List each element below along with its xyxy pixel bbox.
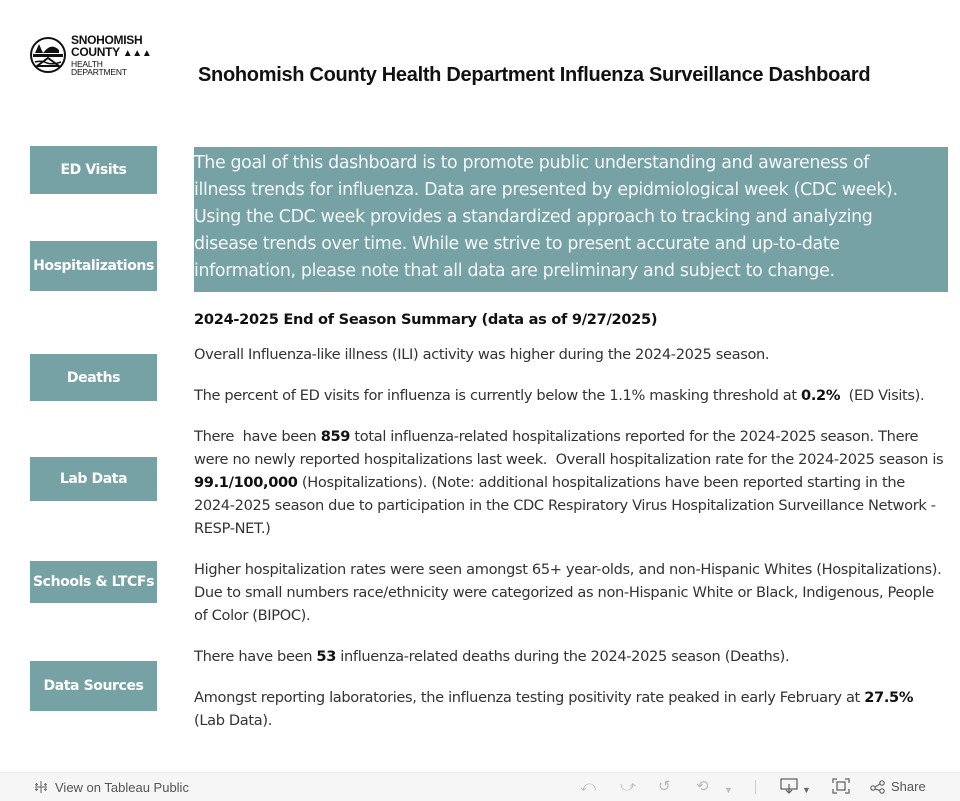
nav-button-hospitalizations[interactable]: Hospitalizations: [30, 241, 157, 291]
page-title: Snohomish County Health Department Influenza Surveillance Dashboard: [198, 64, 871, 86]
season-summary: [194, 309, 950, 732]
summary-ili: Overall Influenza-like illness (ILI) activity was higher during the 2024-2025 season.: [194, 346, 770, 363]
tableau-icon: [33, 779, 49, 795]
nav-button-lab-data[interactable]: Lab Data: [30, 457, 157, 501]
refresh-icon[interactable]: ⟲: [696, 778, 709, 795]
logo-county-text: COUNTY: [71, 44, 120, 59]
view-on-tableau-link[interactable]: [33, 779, 189, 795]
download-icon[interactable]: [780, 778, 798, 799]
share-icon: [870, 780, 886, 794]
logo-line-3: HEALTH DEPARTMENT: [71, 58, 127, 77]
positivity-rate: 27.5%: [864, 689, 914, 706]
hospitalization-count: 859: [320, 428, 351, 445]
share-button[interactable]: [870, 779, 926, 794]
intro-line: Using the CDC week provides a standardized approach to tracking and analyzing: [194, 207, 873, 227]
summary-heading: 2024-2025 End of Season Summary (data as of 9/27/2025): [194, 311, 658, 328]
summary-demographics: Higher hospitalization rates were seen amongst 65+ year-olds, and non-Hispanic Whites (Hospitalizations). Due to small numbers race/ethnicity were categorized as non-Hispanic White or Black, Indigenous, People of Color (BIPOC).: [194, 561, 950, 624]
summary-deaths: [194, 645, 946, 668]
download-dropdown-icon[interactable]: ▼: [802, 785, 811, 795]
summary-ed-visits: [194, 384, 946, 407]
intro-line: The goal of this dashboard is to promote public understanding and awareness of: [194, 153, 870, 173]
text: influenza-related deaths during the 2024-2025 season (Deaths).: [336, 648, 790, 665]
intro-line: illness trends for influenza. Data are presented by epidmiological week (CDC week).: [194, 180, 898, 200]
hospitalization-rate: 99.1/100,000: [194, 474, 298, 491]
summary-lab-data: [194, 686, 946, 732]
fullscreen-icon[interactable]: [832, 778, 850, 799]
undo-icon[interactable]: ⤺: [580, 778, 597, 795]
text: The percent of ED visits for influenza is currently below the 1.1% masking threshold at: [194, 387, 802, 404]
refresh-dropdown-icon[interactable]: ▼: [724, 785, 733, 795]
intro-line: information, please note that all data are preliminary and subject to change.: [194, 261, 835, 281]
summary-hospitalizations: [194, 425, 946, 540]
county-logo: [29, 32, 159, 77]
intro-text-box[interactable]: [194, 147, 948, 292]
county-seal-icon: [29, 36, 67, 74]
share-label: Share: [891, 779, 926, 794]
ed-percent-value: 0.2%: [801, 387, 841, 404]
redo-icon[interactable]: ⤻: [620, 778, 637, 795]
text: Amongst reporting laboratories, the influenza testing positivity rate peaked in early February at: [194, 689, 865, 706]
logo-line-1: SNOHOMISH: [71, 32, 143, 47]
toolbar-divider: [755, 780, 756, 794]
trees-icon: ▲▲▲: [122, 47, 152, 59]
tableau-toolbar: [0, 772, 960, 801]
nav-button-deaths[interactable]: Deaths: [30, 354, 157, 401]
text: There have been: [194, 648, 317, 665]
revert-icon[interactable]: ↺: [658, 778, 671, 795]
nav-button-ed-visits[interactable]: ED Visits: [30, 146, 157, 194]
nav-button-data-sources[interactable]: Data Sources: [30, 661, 157, 711]
view-on-tableau-label: View on Tableau Public: [55, 779, 189, 795]
nav-button-schools-ltcfs[interactable]: Schools & LTCFs: [30, 561, 157, 603]
intro-line: disease trends over time. While we strive to present accurate and up-to-date: [194, 234, 840, 254]
text: (ED Visits).: [840, 387, 925, 404]
text: (Lab Data).: [194, 712, 272, 729]
death-count: 53: [316, 648, 337, 665]
logo-line-2: [71, 46, 159, 59]
text: (Hospitalizations). (Note: additional hospitalizations have been reported starting in the 2024-2025 season due to participation in the CDC Respiratory Virus Hospitalization Surveillance Network - RESP-NET.): [194, 474, 936, 537]
text: There have been: [194, 428, 321, 445]
text: total influenza-related hospitalizations reported for the 2024-2025 season. There were no newly reported hospitalizations last week. Overall hospitalization rate for the 2024-2025 season is: [194, 428, 948, 468]
